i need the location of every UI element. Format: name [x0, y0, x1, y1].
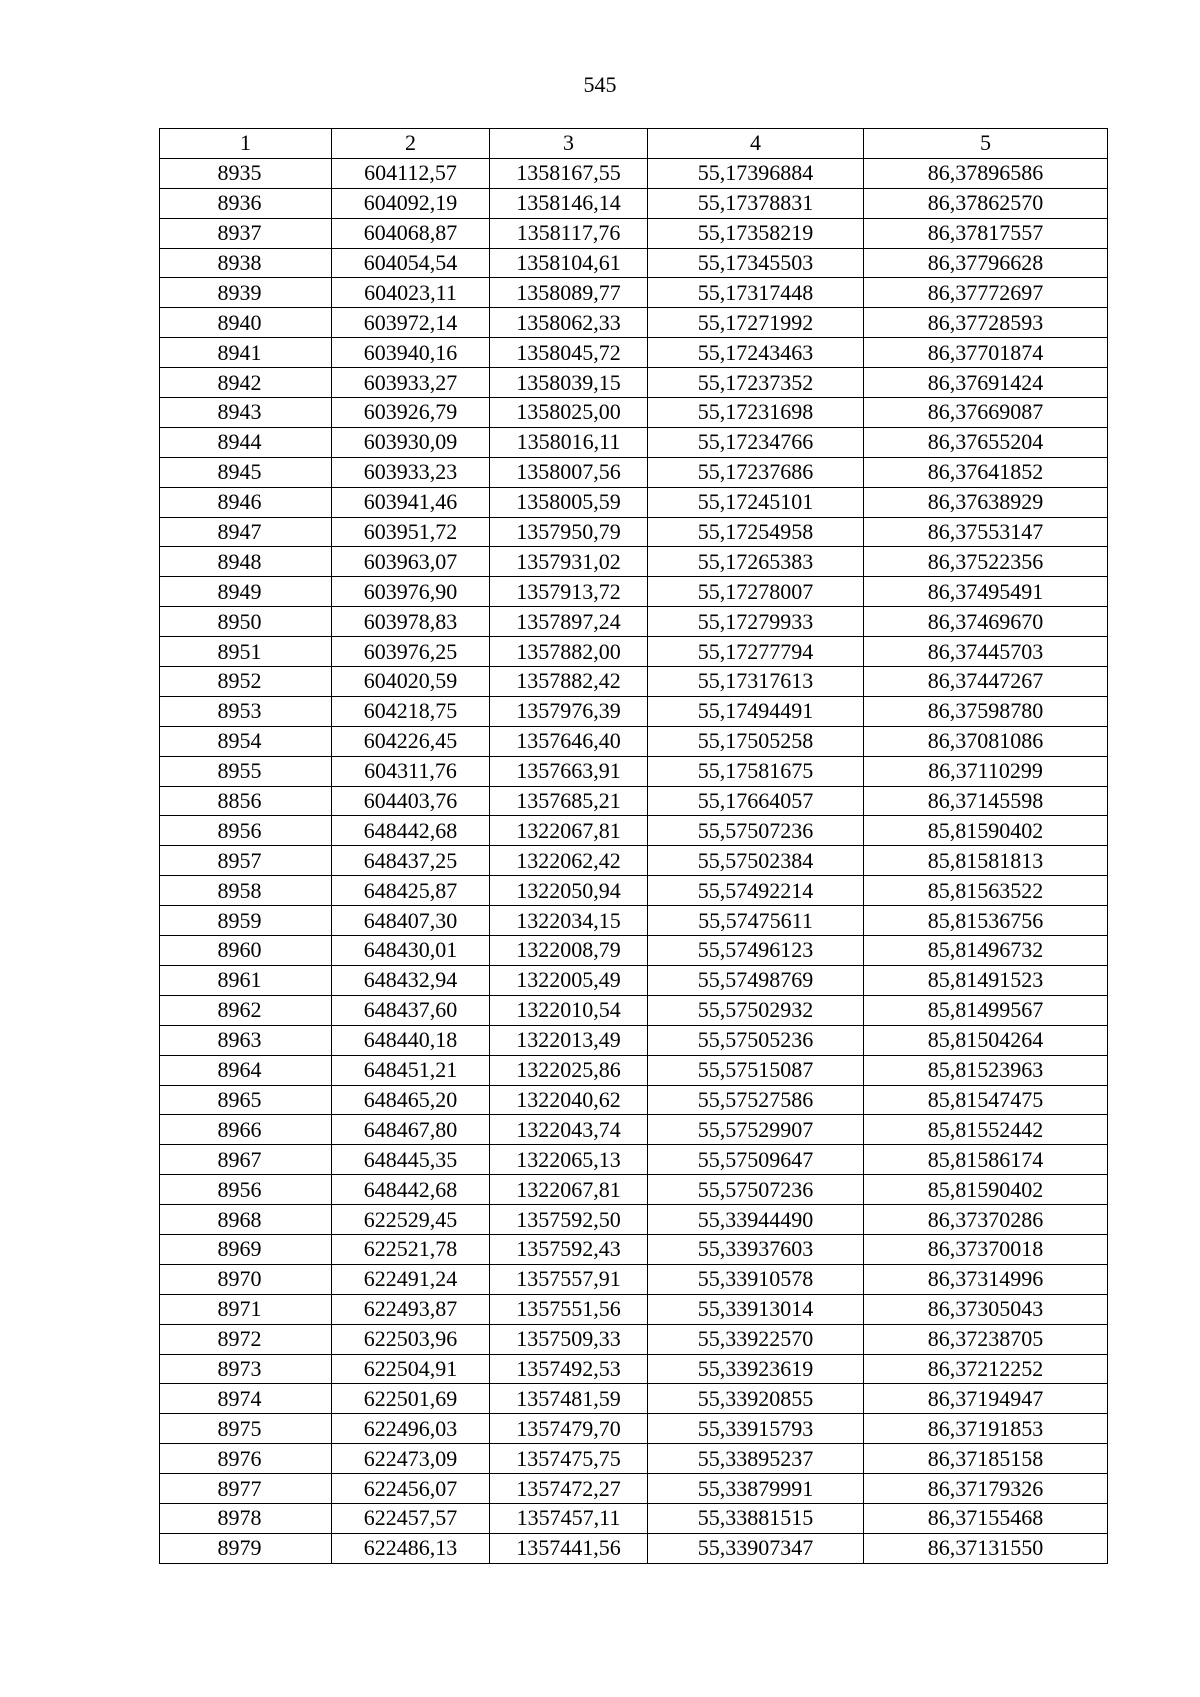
table-cell: 86,37469670 — [864, 607, 1108, 637]
table-cell: 622491,24 — [332, 1264, 490, 1294]
table-cell: 8957 — [160, 846, 332, 876]
table-cell: 1322025,86 — [490, 1055, 648, 1085]
table-cell: 622486,13 — [332, 1533, 490, 1563]
table-cell: 55,57529907 — [648, 1115, 864, 1145]
table-cell: 1357509,33 — [490, 1324, 648, 1354]
table-cell: 648465,20 — [332, 1085, 490, 1115]
table-cell: 1322043,74 — [490, 1115, 648, 1145]
table-cell: 648442,68 — [332, 1175, 490, 1205]
table-cell: 604112,57 — [332, 158, 490, 188]
table-cell: 648437,25 — [332, 846, 490, 876]
table-cell: 603976,25 — [332, 637, 490, 667]
column-header: 3 — [490, 129, 648, 159]
table-cell: 604068,87 — [332, 218, 490, 248]
table-cell: 8971 — [160, 1294, 332, 1324]
table-cell: 8965 — [160, 1085, 332, 1115]
column-header: 2 — [332, 129, 490, 159]
table-row — [160, 278, 1108, 308]
table-row — [160, 158, 1108, 188]
table-row — [160, 188, 1108, 218]
table-cell: 1357472,27 — [490, 1474, 648, 1504]
table-row — [160, 936, 1108, 966]
table-row — [160, 308, 1108, 338]
table-cell: 1357492,53 — [490, 1354, 648, 1384]
table-cell: 8969 — [160, 1234, 332, 1264]
table-cell: 8960 — [160, 936, 332, 966]
table-cell: 648425,87 — [332, 876, 490, 906]
table-cell: 86,37447267 — [864, 667, 1108, 697]
table-cell: 1357441,56 — [490, 1533, 648, 1563]
table-cell: 8956 — [160, 1175, 332, 1205]
table-cell: 55,33922570 — [648, 1324, 864, 1354]
table-cell: 8972 — [160, 1324, 332, 1354]
table-cell: 1358117,76 — [490, 218, 648, 248]
table-cell: 1357950,79 — [490, 517, 648, 547]
table-cell: 1358016,11 — [490, 427, 648, 457]
table-row — [160, 1444, 1108, 1474]
table-cell: 86,37728593 — [864, 308, 1108, 338]
table-cell: 86,37772697 — [864, 278, 1108, 308]
table-cell: 1357646,40 — [490, 726, 648, 756]
table-cell: 55,57502384 — [648, 846, 864, 876]
table-cell: 1358045,72 — [490, 338, 648, 368]
table-cell: 85,81496732 — [864, 936, 1108, 966]
table-cell: 648440,18 — [332, 1025, 490, 1055]
table-cell: 55,17245101 — [648, 487, 864, 517]
table-cell: 55,57502932 — [648, 995, 864, 1025]
table-cell: 86,37641852 — [864, 457, 1108, 487]
table-cell: 8935 — [160, 158, 332, 188]
table-cell: 1357481,59 — [490, 1384, 648, 1414]
table-cell: 8936 — [160, 188, 332, 218]
table-cell: 86,37862570 — [864, 188, 1108, 218]
table-cell: 1322065,13 — [490, 1145, 648, 1175]
table-cell: 8958 — [160, 876, 332, 906]
table-cell: 603933,27 — [332, 368, 490, 398]
table-cell: 1357931,02 — [490, 547, 648, 577]
table-cell: 55,17505258 — [648, 726, 864, 756]
table-cell: 86,37598780 — [864, 696, 1108, 726]
table-cell: 8937 — [160, 218, 332, 248]
table-cell: 86,37370018 — [864, 1234, 1108, 1264]
table-cell: 1357475,75 — [490, 1444, 648, 1474]
table-cell: 55,17581675 — [648, 756, 864, 786]
table-row — [160, 368, 1108, 398]
table-cell: 603926,79 — [332, 398, 490, 428]
table-cell: 603940,16 — [332, 338, 490, 368]
table-row — [160, 1384, 1108, 1414]
table-cell: 86,37522356 — [864, 547, 1108, 577]
table-cell: 622457,57 — [332, 1503, 490, 1533]
page-number: 545 — [583, 72, 617, 97]
table-cell: 86,37131550 — [864, 1533, 1108, 1563]
table-cell: 8945 — [160, 457, 332, 487]
table-cell: 603930,09 — [332, 427, 490, 457]
table-cell: 603933,23 — [332, 457, 490, 487]
table-cell: 8939 — [160, 278, 332, 308]
table-cell: 86,37185158 — [864, 1444, 1108, 1474]
table-cell: 622496,03 — [332, 1414, 490, 1444]
table-cell: 8959 — [160, 906, 332, 936]
table-cell: 622456,07 — [332, 1474, 490, 1504]
table-cell: 8942 — [160, 368, 332, 398]
table-cell: 85,81590402 — [864, 1175, 1108, 1205]
table-cell: 8978 — [160, 1503, 332, 1533]
table-cell: 648467,80 — [332, 1115, 490, 1145]
table-cell: 8952 — [160, 667, 332, 697]
table-row — [160, 1414, 1108, 1444]
table-cell: 604020,59 — [332, 667, 490, 697]
table-cell: 648407,30 — [332, 906, 490, 936]
table-cell: 55,17279933 — [648, 607, 864, 637]
table-cell: 55,33920855 — [648, 1384, 864, 1414]
table-cell: 8975 — [160, 1414, 332, 1444]
table-cell: 1357479,70 — [490, 1414, 648, 1444]
table-cell: 1357592,43 — [490, 1234, 648, 1264]
table-row — [160, 1234, 1108, 1264]
table-row — [160, 995, 1108, 1025]
table-cell: 622501,69 — [332, 1384, 490, 1414]
table-cell: 604023,11 — [332, 278, 490, 308]
table-cell: 55,17358219 — [648, 218, 864, 248]
table-cell: 1322013,49 — [490, 1025, 648, 1055]
table-cell: 8947 — [160, 517, 332, 547]
table-cell: 55,17278007 — [648, 577, 864, 607]
table-cell: 55,57496123 — [648, 936, 864, 966]
table-cell: 8976 — [160, 1444, 332, 1474]
table-cell: 604226,45 — [332, 726, 490, 756]
table-cell: 1357685,21 — [490, 786, 648, 816]
table-cell: 86,37155468 — [864, 1503, 1108, 1533]
table-cell: 55,57527586 — [648, 1085, 864, 1115]
table-cell: 1322050,94 — [490, 876, 648, 906]
table-row — [160, 1115, 1108, 1145]
table-row — [160, 248, 1108, 278]
table-cell: 1322034,15 — [490, 906, 648, 936]
table-cell: 86,37370286 — [864, 1205, 1108, 1235]
table-cell: 85,81552442 — [864, 1115, 1108, 1145]
coordinates-table — [159, 128, 1108, 1564]
table-cell: 8955 — [160, 756, 332, 786]
table-cell: 1357592,50 — [490, 1205, 648, 1235]
table-cell: 1322062,42 — [490, 846, 648, 876]
table-cell: 55,33923619 — [648, 1354, 864, 1384]
table-cell: 86,37110299 — [864, 756, 1108, 786]
table-cell: 8964 — [160, 1055, 332, 1085]
table-cell: 86,37179326 — [864, 1474, 1108, 1504]
table-row — [160, 1503, 1108, 1533]
table-row — [160, 786, 1108, 816]
table-row — [160, 338, 1108, 368]
table-cell: 86,37817557 — [864, 218, 1108, 248]
table-cell: 55,57475611 — [648, 906, 864, 936]
table-row — [160, 398, 1108, 428]
table-cell: 648430,01 — [332, 936, 490, 966]
table-cell: 1358104,61 — [490, 248, 648, 278]
table-cell: 55,33944490 — [648, 1205, 864, 1235]
table-cell: 86,37691424 — [864, 368, 1108, 398]
table-cell: 55,57515087 — [648, 1055, 864, 1085]
table-cell: 55,17271992 — [648, 308, 864, 338]
table-cell: 1357897,24 — [490, 607, 648, 637]
table-cell: 603963,07 — [332, 547, 490, 577]
table-cell: 648437,60 — [332, 995, 490, 1025]
table-cell: 55,17317613 — [648, 667, 864, 697]
table-cell: 603972,14 — [332, 308, 490, 338]
table-cell: 55,57505236 — [648, 1025, 864, 1055]
table-cell: 55,57492214 — [648, 876, 864, 906]
table-cell: 603978,83 — [332, 607, 490, 637]
table-cell: 1358062,33 — [490, 308, 648, 338]
table-row — [160, 487, 1108, 517]
table-cell: 1358167,55 — [490, 158, 648, 188]
table-cell: 55,17345503 — [648, 248, 864, 278]
table-cell: 8949 — [160, 577, 332, 607]
table-cell: 86,37896586 — [864, 158, 1108, 188]
table-row — [160, 637, 1108, 667]
table-cell: 8968 — [160, 1205, 332, 1235]
table-row — [160, 1025, 1108, 1055]
table-cell: 86,37305043 — [864, 1294, 1108, 1324]
table-cell: 86,37081086 — [864, 726, 1108, 756]
table-cell: 603951,72 — [332, 517, 490, 547]
table-cell: 8954 — [160, 726, 332, 756]
column-header: 1 — [160, 129, 332, 159]
table-row — [160, 547, 1108, 577]
table-cell: 604311,76 — [332, 756, 490, 786]
table-cell: 86,37145598 — [864, 786, 1108, 816]
table-cell: 1358005,59 — [490, 487, 648, 517]
table-cell: 1357663,91 — [490, 756, 648, 786]
table-cell: 8970 — [160, 1264, 332, 1294]
table-cell: 85,81499567 — [864, 995, 1108, 1025]
table-cell: 8973 — [160, 1354, 332, 1384]
table-cell: 55,33895237 — [648, 1444, 864, 1474]
table-cell: 86,37669087 — [864, 398, 1108, 428]
table-cell: 55,33879991 — [648, 1474, 864, 1504]
table-cell: 8961 — [160, 965, 332, 995]
table-cell: 86,37314996 — [864, 1264, 1108, 1294]
table-cell: 86,37796628 — [864, 248, 1108, 278]
table-cell: 8946 — [160, 487, 332, 517]
table-row — [160, 696, 1108, 726]
table-cell: 8950 — [160, 607, 332, 637]
table-row — [160, 1175, 1108, 1205]
table-cell: 603976,90 — [332, 577, 490, 607]
table-row — [160, 667, 1108, 697]
table-row — [160, 1324, 1108, 1354]
table-cell: 55,17494491 — [648, 696, 864, 726]
table-row — [160, 607, 1108, 637]
table-cell: 85,81523963 — [864, 1055, 1108, 1085]
table-cell: 603941,46 — [332, 487, 490, 517]
table-cell: 8974 — [160, 1384, 332, 1414]
table-row — [160, 906, 1108, 936]
table-cell: 622503,96 — [332, 1324, 490, 1354]
table-cell: 8943 — [160, 398, 332, 428]
table-cell: 85,81590402 — [864, 816, 1108, 846]
table-row — [160, 1205, 1108, 1235]
table-cell: 8967 — [160, 1145, 332, 1175]
table-row — [160, 1474, 1108, 1504]
table-cell: 85,81581813 — [864, 846, 1108, 876]
table-cell: 8979 — [160, 1533, 332, 1563]
table-cell: 1358146,14 — [490, 188, 648, 218]
table-cell: 648432,94 — [332, 965, 490, 995]
table-cell: 55,57507236 — [648, 1175, 864, 1205]
table-cell: 1322008,79 — [490, 936, 648, 966]
table-cell: 55,17237352 — [648, 368, 864, 398]
table-row — [160, 457, 1108, 487]
table-cell: 86,37701874 — [864, 338, 1108, 368]
table-cell: 86,37212252 — [864, 1354, 1108, 1384]
column-header: 4 — [648, 129, 864, 159]
table-cell: 85,81504264 — [864, 1025, 1108, 1055]
table-cell: 55,17243463 — [648, 338, 864, 368]
table-cell: 55,33915793 — [648, 1414, 864, 1444]
table-row — [160, 756, 1108, 786]
table-cell: 55,17317448 — [648, 278, 864, 308]
table-row — [160, 726, 1108, 756]
table-cell: 86,37194947 — [864, 1384, 1108, 1414]
table-cell: 8938 — [160, 248, 332, 278]
table-cell: 85,81536756 — [864, 906, 1108, 936]
table-cell: 604092,19 — [332, 188, 490, 218]
table-cell: 55,17396884 — [648, 158, 864, 188]
column-header: 5 — [864, 129, 1108, 159]
table-cell: 1358025,00 — [490, 398, 648, 428]
table-cell: 1358089,77 — [490, 278, 648, 308]
table-row — [160, 1085, 1108, 1115]
table-row — [160, 1533, 1108, 1563]
table-cell: 8956 — [160, 816, 332, 846]
table-cell: 55,17254958 — [648, 517, 864, 547]
table-cell: 8966 — [160, 1115, 332, 1145]
table-cell: 604403,76 — [332, 786, 490, 816]
table-cell: 55,17664057 — [648, 786, 864, 816]
table-cell: 8977 — [160, 1474, 332, 1504]
table-cell: 648442,68 — [332, 816, 490, 846]
table-cell: 648451,21 — [332, 1055, 490, 1085]
table-cell: 8948 — [160, 547, 332, 577]
table-cell: 1358007,56 — [490, 457, 648, 487]
table-cell: 1357913,72 — [490, 577, 648, 607]
table-cell: 1357557,91 — [490, 1264, 648, 1294]
table-cell: 86,37655204 — [864, 427, 1108, 457]
table-cell: 8963 — [160, 1025, 332, 1055]
table-cell: 8856 — [160, 786, 332, 816]
table-cell: 8953 — [160, 696, 332, 726]
table-cell: 1322040,62 — [490, 1085, 648, 1115]
table-cell: 55,17237686 — [648, 457, 864, 487]
table-cell: 604218,75 — [332, 696, 490, 726]
table-cell: 85,81586174 — [864, 1145, 1108, 1175]
table-row — [160, 218, 1108, 248]
table-cell: 1322067,81 — [490, 816, 648, 846]
table-row — [160, 965, 1108, 995]
table-cell: 622529,45 — [332, 1205, 490, 1235]
table-row — [160, 1145, 1108, 1175]
table-cell: 8962 — [160, 995, 332, 1025]
table-cell: 8951 — [160, 637, 332, 667]
table-row — [160, 577, 1108, 607]
table-cell: 622504,91 — [332, 1354, 490, 1384]
table-row — [160, 517, 1108, 547]
table-cell: 1322067,81 — [490, 1175, 648, 1205]
table-cell: 55,17378831 — [648, 188, 864, 218]
table-row — [160, 876, 1108, 906]
table-cell: 55,33913014 — [648, 1294, 864, 1324]
table-cell: 86,37445703 — [864, 637, 1108, 667]
table-cell: 55,17231698 — [648, 398, 864, 428]
table-cell: 55,17265383 — [648, 547, 864, 577]
table-cell: 1357976,39 — [490, 696, 648, 726]
table-cell: 86,37238705 — [864, 1324, 1108, 1354]
table-cell: 604054,54 — [332, 248, 490, 278]
table-cell: 85,81547475 — [864, 1085, 1108, 1115]
table-cell: 86,37638929 — [864, 487, 1108, 517]
table-cell: 622473,09 — [332, 1444, 490, 1474]
table-cell: 1357882,42 — [490, 667, 648, 697]
table-cell: 622521,78 — [332, 1234, 490, 1264]
table-body — [160, 158, 1108, 1563]
table-row — [160, 1354, 1108, 1384]
table-cell: 55,33937603 — [648, 1234, 864, 1264]
table-cell: 55,57509647 — [648, 1145, 864, 1175]
table-row — [160, 1055, 1108, 1085]
table-cell: 55,57507236 — [648, 816, 864, 846]
table-cell: 8940 — [160, 308, 332, 338]
table-cell: 86,37553147 — [864, 517, 1108, 547]
table-cell: 648445,35 — [332, 1145, 490, 1175]
table-cell: 1357882,00 — [490, 637, 648, 667]
table-cell: 55,33907347 — [648, 1533, 864, 1563]
table-cell: 1322010,54 — [490, 995, 648, 1025]
table-row — [160, 816, 1108, 846]
table-cell: 85,81563522 — [864, 876, 1108, 906]
table-cell: 55,17234766 — [648, 427, 864, 457]
table-cell: 55,33910578 — [648, 1264, 864, 1294]
table-row — [160, 846, 1108, 876]
table-cell: 1357457,11 — [490, 1503, 648, 1533]
table-cell: 622493,87 — [332, 1294, 490, 1324]
table-cell: 1358039,15 — [490, 368, 648, 398]
table-cell: 8941 — [160, 338, 332, 368]
table-cell: 55,57498769 — [648, 965, 864, 995]
table-cell: 85,81491523 — [864, 965, 1108, 995]
table-row — [160, 1264, 1108, 1294]
table-cell: 86,37191853 — [864, 1414, 1108, 1444]
table-cell: 1322005,49 — [490, 965, 648, 995]
table-cell: 86,37495491 — [864, 577, 1108, 607]
table-cell: 8944 — [160, 427, 332, 457]
table-cell: 1357551,56 — [490, 1294, 648, 1324]
table-header-row — [160, 129, 1108, 159]
table-cell: 55,17277794 — [648, 637, 864, 667]
table-cell: 55,33881515 — [648, 1503, 864, 1533]
table-row — [160, 427, 1108, 457]
table-row — [160, 1294, 1108, 1324]
